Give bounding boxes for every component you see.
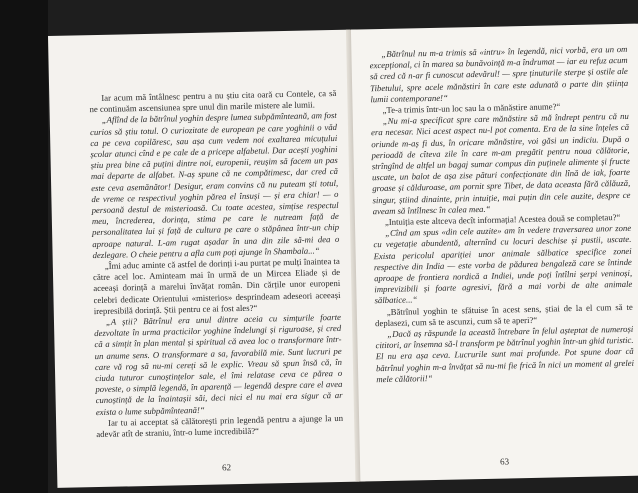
right-page-number: 63: [499, 456, 510, 467]
right-page-text: [369, 44, 634, 385]
paragraph: „Bătrînul nu m-a trimis să «intru» în legendă, nici vorbă, era un om excepțional, ci în marea sa bunăvoință m-a îndrumat — iar eu refuz acum să cred că n-ar fi cunoscut adevărul! — spre ținuturile sterpe și ostile ale Tibetului, spre acele mănăstiri în care este adunată o parte din știința lumii contemporane!“: [369, 43, 629, 105]
paragraph: „Bătrînul yoghin te sfătuise în acest sens, știai de la el cum să te deplasezi, cum să te ascunzi, cum să te aperi?“: [374, 301, 633, 329]
left-page: [48, 30, 359, 488]
background-shadow: [0, 0, 48, 493]
paragraph: „Te-a trimis într-un loc sau la o mănăstire anume?“: [382, 101, 561, 116]
paragraph: „Cînd am spus «din cele auzite» am în vedere traversarea unor zone cu vegetație abundentă, alternînd cu locuri deschise și pustii, uscate. Exista pericolul apariției unor animale sălbatice specifice zonei respective din India — este vorba de pădurea bengaleză care se întinde aproape de frontiera nordică a Indiei, unde poți întîlni șerpi veninoși, imprevizibili și foarte agresivi, fără a mai vorbi de alte animale sălbatice...“: [373, 223, 633, 306]
paragraph: „Nu mi-a specificat spre care mănăstire să mă îndrept pentru că nu era necesar. Nici acest aspect nu-l pot comenta. Era de la sine înțeles că oriunde m-aș fi dus, în oricare mănăstire, voi găsi un indiciu. După o perioadă de cîteva zile în care m-am pregătit pentru noua călătorie, strîngînd de altfel un bagaj sumar compus din puținele alimente și fructe uscate, un balot de așa zise pături confecționate din lînă de iak, foarte groase și călduroase, am pornit spre Tibet, de data aceasta fără călăuză, singur, știind dinainte, prin intuiție, mai puțin din cele auzite, despre ce aveam să întîlnesc în calea mea.“: [370, 111, 631, 217]
paragraph: Iar acum mă întâlnesc pentru a nu știu cita oară cu Contele, ca să ne continuăm ascensiunea spre unul din marile mistere ale lumii.: [89, 87, 337, 115]
paragraph: Iar tu ai acceptat să călătorești prin legendă pentru a ajunge la un adevăr atît de straniu, într-o lume incredibilă?“: [96, 412, 344, 440]
paragraph: „A știi? Bătrînul era unul dintre aceia cu simțurile foarte dezvoltate în urma practicilor yoghine îndelungi și riguroase, și cred că a simțit în plan mental și spiritual că avea loc o transformare într-un anume sens. O transformare a sa, favorabilă mie. Sunt lucruri pe care vă rog să nu-mi cereți să le explic. Vreau să spun însă că, în ciuda tuturor cunoștințelor sale, el îmi relatase ceva ce părea o poveste, o simplă legendă, în aparență — legendă despre care el avea cunoștință de la înaintașii săi, deci nici el nu mai era sigur că ar exista o lume subpămînteană!“: [94, 311, 343, 417]
right-page: [351, 23, 638, 481]
paragraph: „Aflînd de la bătrînul yoghin despre lumea subpămînteană, am fost curios să știu totul. O curiozitate de european pe care yoghinii o văd ca pe ceva copilăresc, sau așa cum vedem noi exaltarea micuțului școlar atunci cînd e pe cale de a pricepe alfabetul. Dar acești yoghini știu prea bine că puțini dintre noi, europenii, reușim să facem un pas mai departe de alfabet. N-aș spune că ne compătimesc, dar cred că este ceva asemănător! Desigur, eram convins că nu puteam ști totul, de vreme ce respectivul yoghin părea el însuși — și era chiar! — o persoană destul de misterioasă. Cu toate acestea, simțise respectul meu, încrederea, dorința, stima pe care le nutream față de personalitatea lui și față de cultura pe care o stăpânea într-un chip aproape natural. L-am rugat așadar în una din zile să-mi dea o dezlegare. O cheie pentru a afla cum poți ajunge în Shambala...“: [89, 110, 340, 260]
left-page-number: 62: [221, 462, 232, 473]
paragraph: „Îmi aduc aminte că astfel de dorinți i-au purtat pe mulți înaintea ta către acel loc. Aminteam mai în urmă de un Mircea Eliade și de aceeași dorință a marelui învățat român. Din cărțile unor europeni celebri dedicate Orientului «misterios» desprindeam adeseori aceeași irepresibilă dorință. Știi pentru ce ai fost ales?“: [92, 255, 341, 316]
left-page-text: [89, 88, 343, 440]
open-book: [48, 24, 638, 493]
paragraph: „Intuiția este altceva decît informația! Acestea două se completau?“: [384, 212, 621, 228]
paragraph: „Dacă aș răspunde la această întrebare în felul așteptat de numeroși cititori, ar însemna să-l transform pe bătrînul yoghin într-un ghid turistic. El nu era așa ceva. Lucrurile sunt mai profunde. Pot spune doar că bătrînul yoghin m-a învățat să nu-mi fie frică în nici un moment al grelei mele călătorii!“: [375, 323, 635, 385]
